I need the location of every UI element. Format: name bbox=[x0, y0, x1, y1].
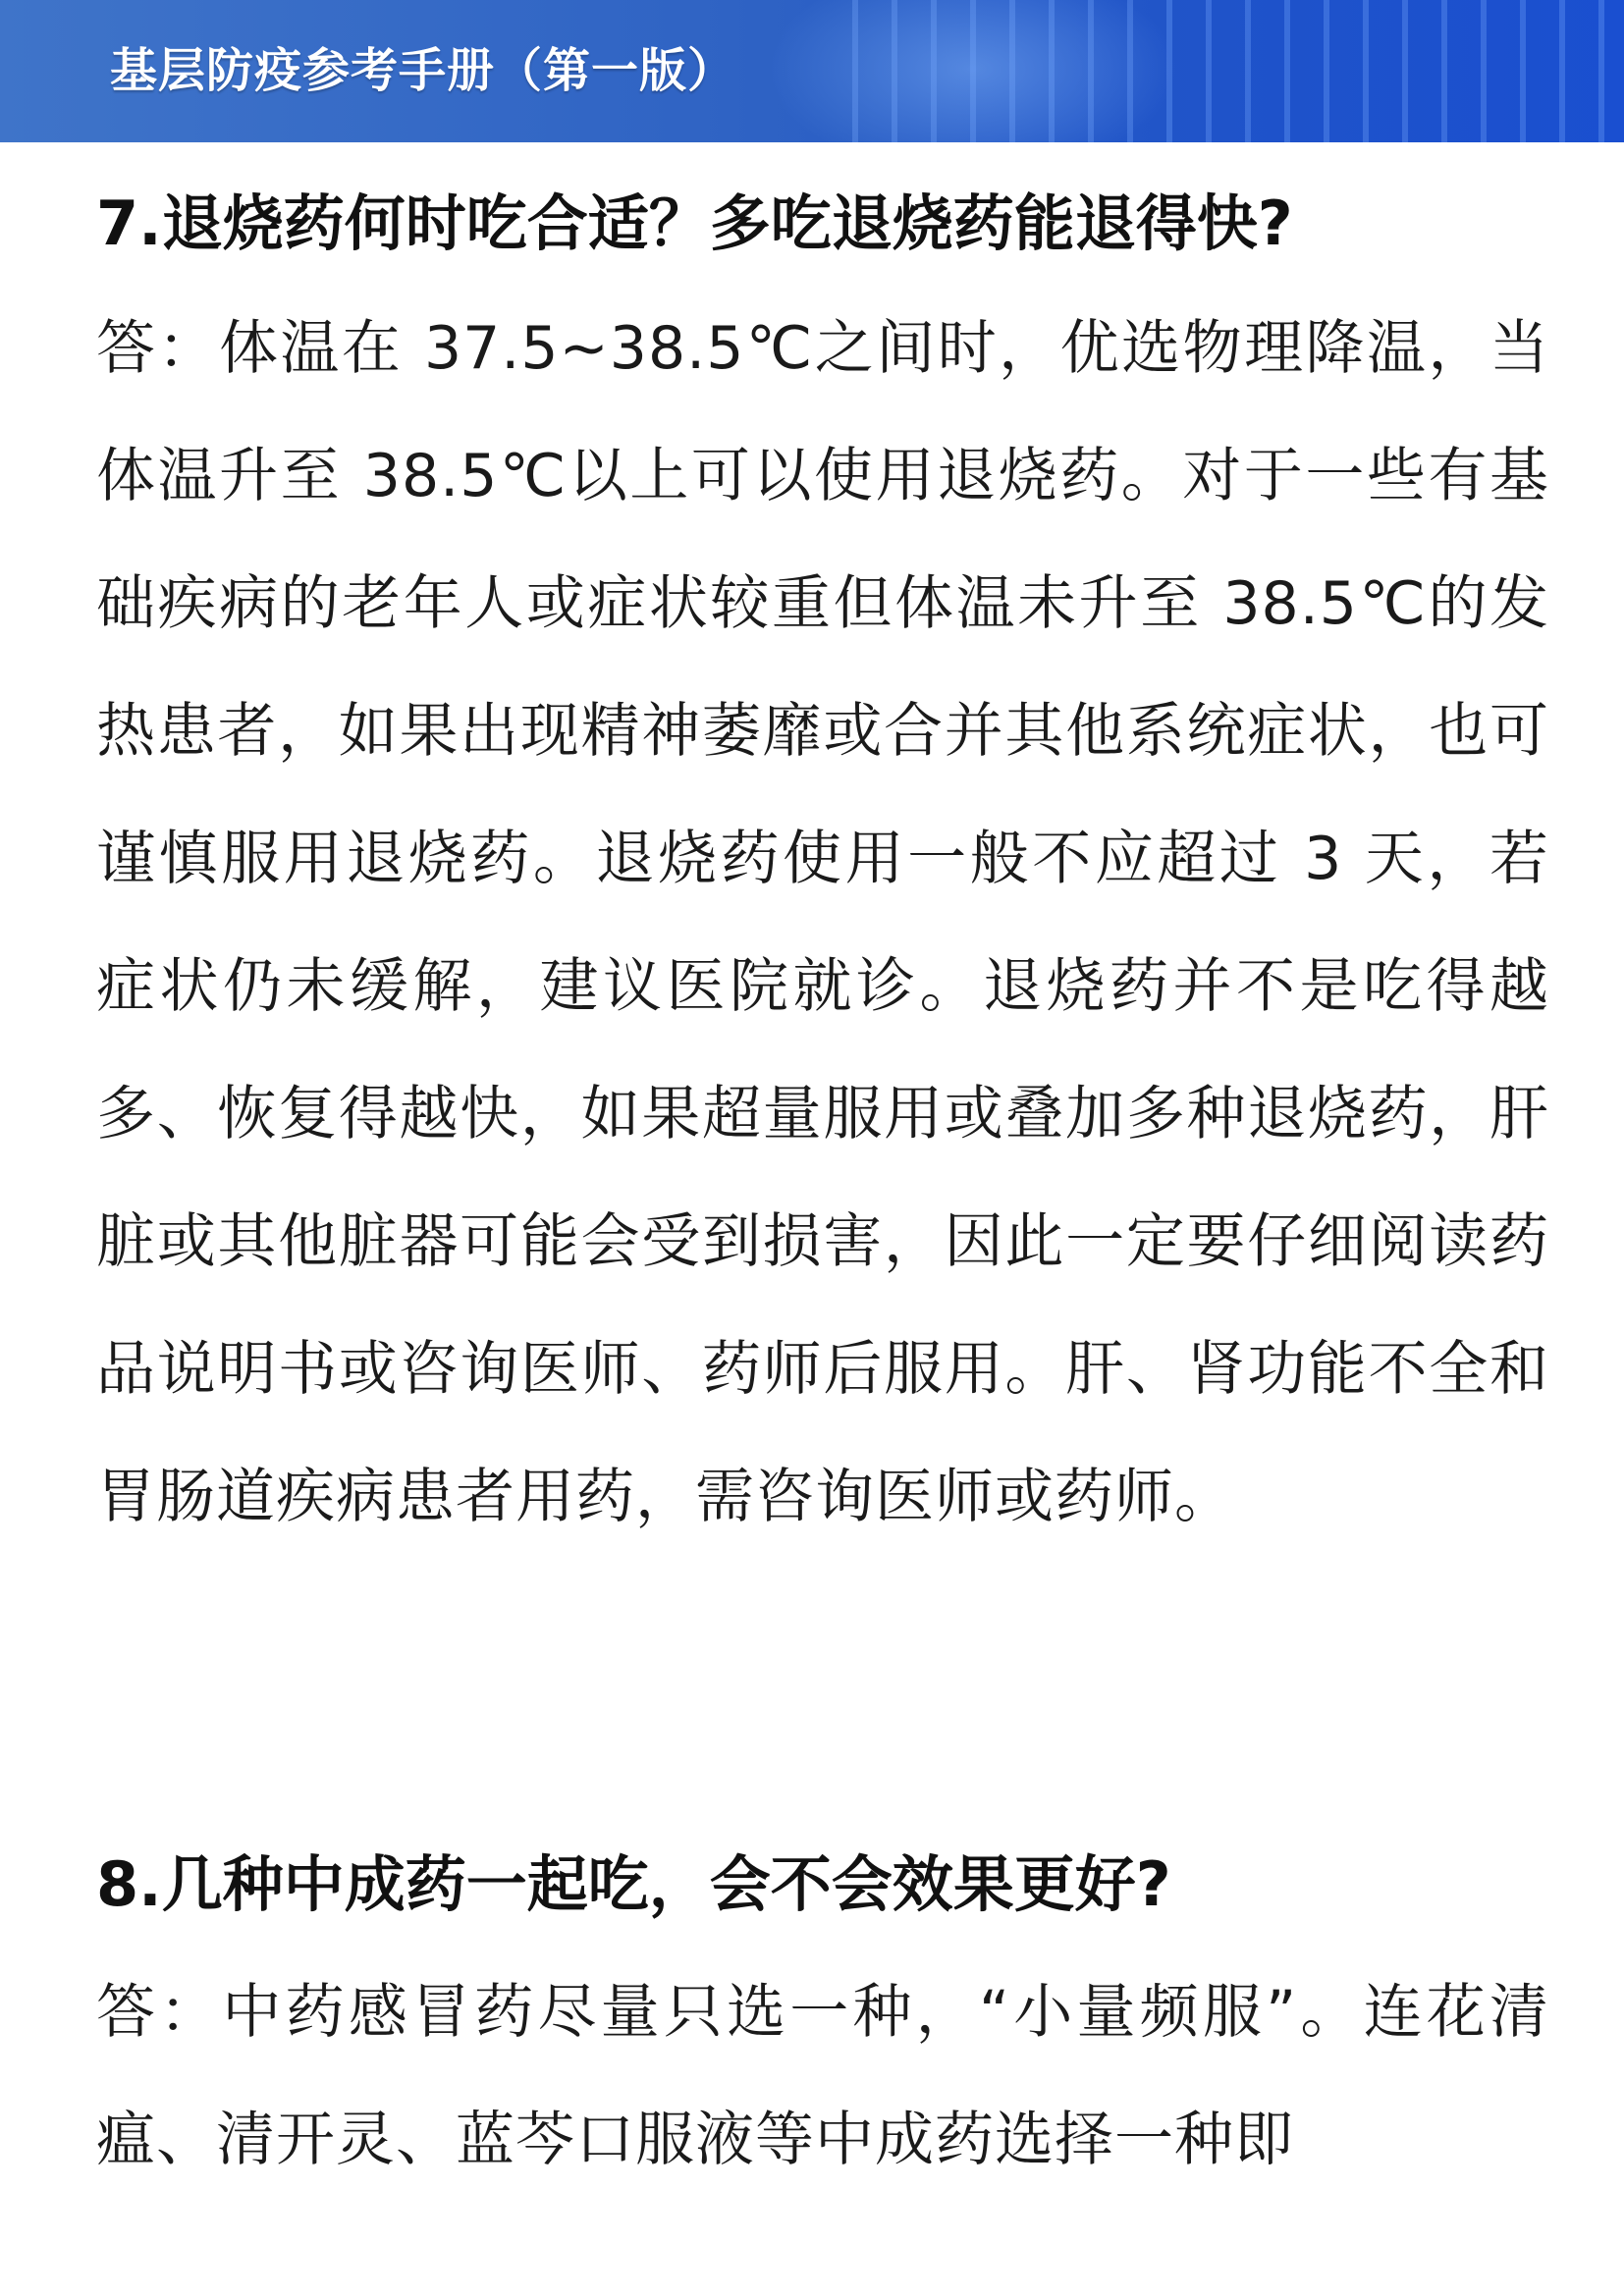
banner-stripes bbox=[819, 0, 1624, 142]
header-banner bbox=[0, 0, 1624, 142]
answer-7-text: 答：体温在 37.5~38.5℃之间时，优选物理降温，当体温升至 38.5℃以上可以使用退烧药。对于一些有基础疾病的老年人或症状较重但体温未升至 38.5℃的发热患者，如果出现精神萎靡或合并其他系统症状，也可谨慎服用退烧药。退烧药使用一般不应超过 3 天，若症状仍未缓解，建议医院就诊。退烧药并不是吃得越多、恢复得越快，如果超量服用或叠加多种退烧药，肝脏或其他脏器可能会受到损害，因此一定要仔细阅读药品说明书或咨询医师、药师后服用。肝、肾功能不全和胃肠道疾病患者用药，需咨询医师或药师。 bbox=[96, 314, 1549, 1531]
question-7-heading: 7.退烧药何时吃合适？多吃退烧药能退得快? bbox=[96, 187, 1293, 259]
manual-title: 基层防疫参考手册（第一版） bbox=[110, 43, 736, 98]
question-8-heading: 8.几种中成药一起吃，会不会效果更好? bbox=[96, 1848, 1171, 1920]
answer-8-text: 答：中药感冒药尽量只选一种，“小量频服”。连花清瘟、清开灵、蓝芩口服液等中成药选择一种即 bbox=[96, 1978, 1549, 2174]
